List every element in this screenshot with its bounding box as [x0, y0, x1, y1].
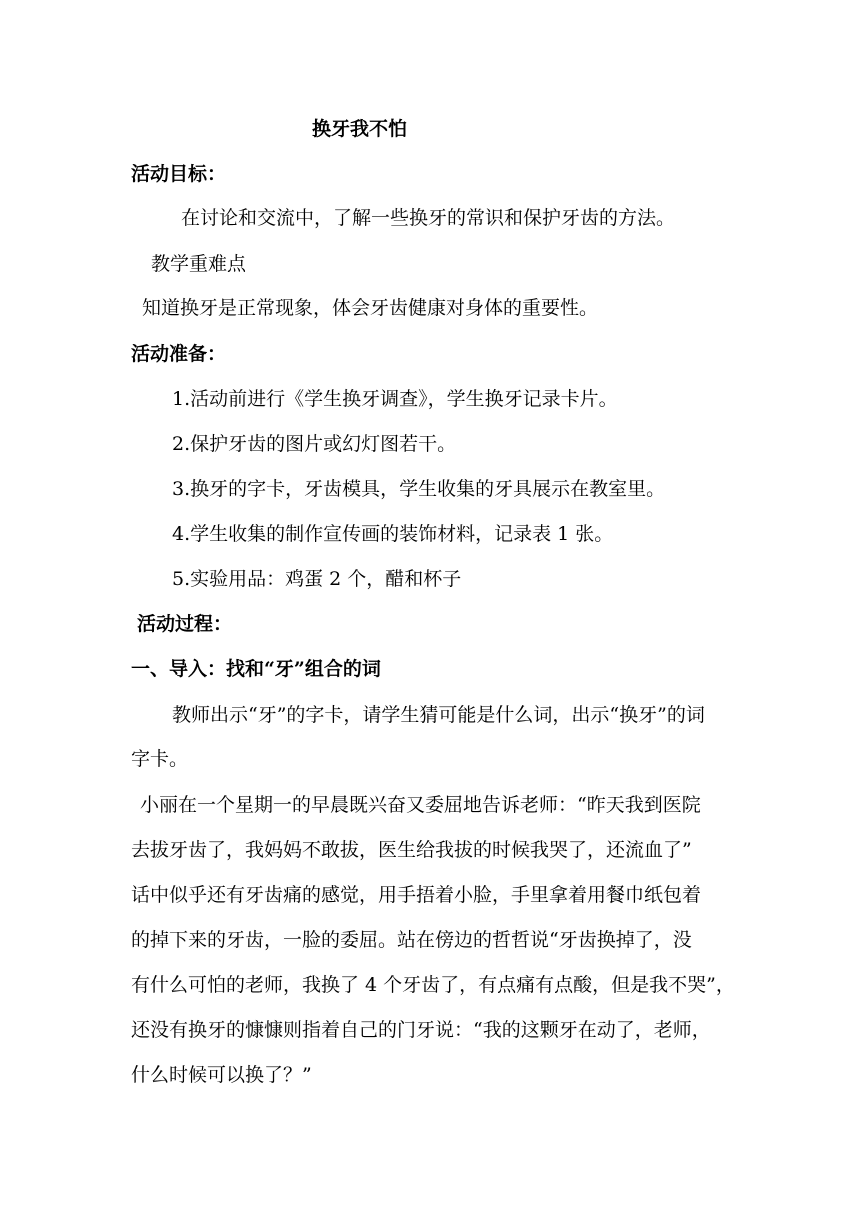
- key-points-heading: 教学重难点: [151, 253, 247, 275]
- preparation-item: 2.保护牙齿的图片或幻灯图若干。: [172, 433, 457, 455]
- paragraph-line: 有什么可怕的老师，我换了 4 个牙齿了，有点痛有点酸，但是我不哭”，: [131, 974, 735, 996]
- document-title: 换牙我不怕: [312, 118, 408, 140]
- paragraph-line: 还没有换牙的慷慷则指着自己的门牙说：“我的这颗牙在动了，老师，: [131, 1019, 711, 1041]
- paragraph-line: 小丽在一个星期一的早晨既兴奋又委屈地告诉老师：“昨天我到医院: [140, 794, 701, 816]
- paragraph-line: 字卡。: [131, 748, 189, 770]
- process-heading: 活动过程：: [137, 613, 233, 635]
- preparation-item: 4.学生收集的制作宣传画的装饰材料，记录表 1 张。: [172, 523, 614, 545]
- goal-text: 在讨论和交流中，了解一些换牙的常识和保护牙齿的方法。: [181, 207, 676, 229]
- preparation-item: 1.活动前进行《学生换牙调查》，学生换牙记录卡片。: [172, 388, 618, 410]
- paragraph-line: 教师出示“牙”的字卡，请学生猜可能是什么词，出示“换牙”的词: [172, 704, 705, 726]
- section-heading: 一、导入：找和“牙”组合的词: [131, 658, 381, 680]
- preparation-heading: 活动准备：: [131, 343, 227, 365]
- paragraph-line: 的掉下来的牙齿，一脸的委屈。站在傍边的哲哲说“牙齿换掉了，没: [131, 929, 692, 951]
- paragraph-line: 去拔牙齿了，我妈妈不敢拔，医生给我拔的时候我哭了，还流血了”: [131, 839, 692, 861]
- preparation-item: 5.实验用品：鸡蛋 2 个，醋和杯子: [172, 568, 462, 590]
- goal-heading: 活动目标：: [131, 163, 227, 185]
- key-points-text: 知道换牙是正常现象，体会牙齿健康对身体的重要性。: [142, 297, 599, 319]
- paragraph-line: 什么时候可以换了？”: [131, 1064, 312, 1086]
- paragraph-line: 话中似乎还有牙齿痛的感觉，用手捂着小脸，手里拿着用餐巾纸包着: [131, 884, 702, 906]
- preparation-item: 3.换牙的字卡，牙齿模具，学生收集的牙具展示在教室里。: [172, 478, 666, 500]
